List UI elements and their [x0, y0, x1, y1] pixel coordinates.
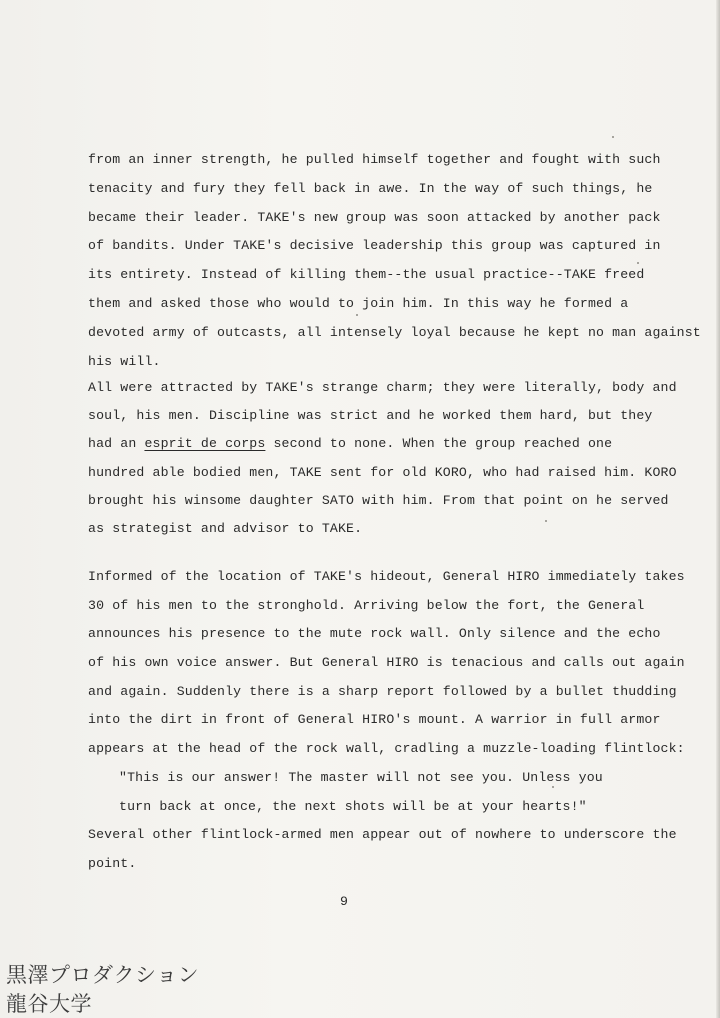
text-line: announces his presence to the mute rock wall. Only silence and the echo — [88, 626, 661, 642]
text-line: Several other flintlock-armed men appear out of nowhere to underscore the — [88, 827, 677, 843]
text-line: soul, his men. Discipline was strict and he worked them hard, but they — [88, 408, 653, 424]
text-line: became their leader. TAKE's new group was soon attacked by another pack — [88, 209, 661, 225]
text-line: them and asked those who would to join him. In this way he formed a — [88, 295, 629, 311]
paragraph-2 — [88, 374, 677, 543]
paper-speck — [545, 520, 547, 522]
quoted-line: "This is our answer! The master will not see you. Unless you — [119, 769, 603, 785]
paragraph-1 — [88, 146, 701, 376]
text-line: hundred able bodied men, TAKE sent for old KORO, who had raised him. KORO — [88, 464, 677, 480]
quoted-line: turn back at once, the next shots will be at your hearts!" — [119, 798, 587, 814]
text-line: All were attracted by TAKE's strange charm; they were literally, body and — [88, 380, 677, 395]
text-line: tenacity and fury they fell back in awe. In the way of such things, he — [88, 180, 653, 196]
text-line: devoted army of outcasts, all intensely loyal because he kept no man against — [88, 324, 701, 340]
underlined-phrase: esprit de corps — [144, 436, 266, 452]
text-line: and again. Suddenly there is a sharp report followed by a bullet thudding — [88, 683, 677, 699]
text-line: from an inner strength, he pulled himself together and fought with such — [88, 152, 661, 167]
watermark-line-1: 黒澤プロダクション — [6, 963, 200, 987]
paragraph-3 — [88, 563, 685, 879]
text-line: as strategist and advisor to TAKE. — [88, 520, 363, 536]
paper-speck — [612, 136, 614, 138]
page-number: 9 — [340, 894, 349, 909]
text-line: its entirety. Instead of killing them--the usual practice--TAKE freed — [88, 267, 645, 283]
text-segment: had an — [88, 436, 145, 452]
text-line: appears at the head of the rock wall, cradling a muzzle-loading flintlock: — [88, 741, 685, 757]
paper-speck — [637, 262, 639, 264]
text-line: of his own voice answer. But General HIRO is tenacious and calls out again — [88, 655, 685, 671]
text-line: into the dirt in front of General HIRO's mount. A warrior in full armor — [88, 712, 661, 728]
text-segment: second to none. When the group reached one — [265, 436, 613, 452]
paper-speck — [552, 786, 554, 788]
watermark-line-2: 龍谷大学 — [6, 992, 92, 1016]
text-line: 30 of his men to the stronghold. Arriving below the fort, the General — [88, 597, 645, 613]
text-line: his will. — [88, 353, 161, 369]
paper-edge-shadow — [716, 0, 720, 1018]
text-line: brought his winsome daughter SATO with him. From that point on he served — [88, 492, 669, 508]
text-line: of bandits. Under TAKE's decisive leadership this group was captured in — [88, 238, 661, 254]
paper-speck — [356, 314, 358, 316]
text-line: point. — [88, 855, 137, 871]
text-line-with-underline — [88, 430, 677, 458]
text-line: Informed of the location of TAKE's hideout, General HIRO immediately takes — [88, 569, 685, 584]
